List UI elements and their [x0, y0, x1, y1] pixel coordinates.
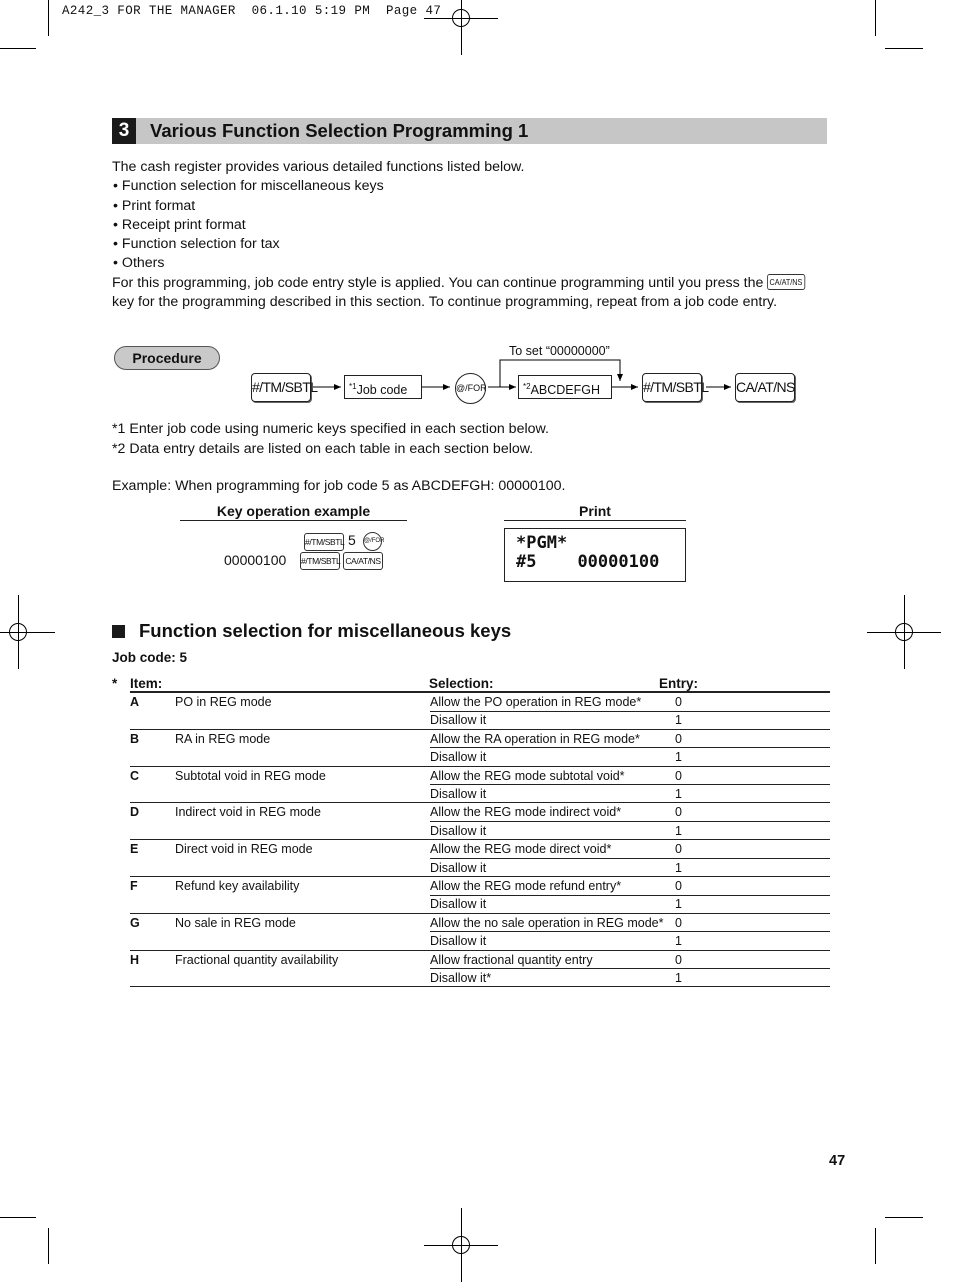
row-rule [130, 913, 830, 914]
tm-sbtl-key: #/TM/SBTL [642, 373, 702, 402]
row-item: Subtotal void in REG mode [175, 768, 326, 783]
row-rule [130, 839, 830, 840]
row-selection: Allow fractional quantity entry [430, 952, 593, 967]
row-selection: Allow the REG mode direct void* [430, 842, 612, 857]
bullet-item: • Function selection for miscellaneous keys [113, 178, 384, 195]
row-selection: Allow the REG mode subtotal void* [430, 768, 625, 783]
intro-paragraph-cont: key for the programming described in this section. To continue programming, repeat from a job code entry. [112, 294, 778, 311]
to-set-label: To set “00000000” [509, 344, 610, 358]
subsection-title: Function selection for miscellaneous keys [139, 620, 512, 641]
job-code-box: $^{*1}$Job code [344, 375, 422, 399]
row-item: Direct void in REG mode [175, 842, 313, 857]
example-text: Example: When programming for job code 5 as ABCDEFGH: 00000100. [112, 478, 566, 494]
key-operation-title: Key operation example [180, 503, 407, 521]
row-item: RA in REG mode [175, 731, 271, 746]
row-entry: 1 [675, 934, 682, 949]
job-code-digit: 5 [348, 532, 356, 548]
row-entry: 0 [675, 768, 682, 783]
row-entry: 1 [675, 750, 682, 765]
ca-at-ns-key: CA/AT/NS [343, 552, 383, 570]
row-selection: Disallow it [430, 787, 487, 801]
row-entry: 0 [675, 842, 682, 857]
at-for-key: @/FOR [363, 532, 382, 551]
row-divider [430, 895, 830, 896]
row-entry: 1 [675, 787, 682, 801]
tm-sbtl-key: #/TM/SBTL [304, 533, 344, 551]
row-letter: F [130, 879, 138, 893]
bullet-item: • Print format [113, 197, 196, 214]
row-selection: Disallow it [430, 897, 487, 912]
row-rule [130, 986, 830, 987]
bullet-item: • Others [113, 255, 165, 272]
row-letter: C [130, 768, 140, 783]
row-selection: Disallow it [430, 860, 487, 875]
intro-lead: The cash register provides various detailed functions listed below. [112, 159, 525, 175]
footnotes [112, 420, 549, 459]
tm-sbtl-key: #/TM/SBTL [300, 552, 340, 570]
row-rule [130, 729, 830, 730]
row-entry: 0 [675, 731, 682, 746]
ca-at-ns-key: CA/AT/NS [735, 373, 795, 402]
procedure-badge: Procedure [114, 346, 220, 370]
row-letter: A [130, 695, 140, 709]
row-item: PO in REG mode [175, 695, 272, 709]
row-item: Indirect void in REG mode [175, 805, 321, 820]
row-letter: B [130, 731, 140, 746]
footnote: *1 Enter job code using numeric keys specified in each section below. [112, 421, 549, 437]
receipt-line-pgm: *PGM* [516, 533, 568, 553]
row-selection: Disallow it [430, 713, 487, 728]
row-entry: 1 [675, 897, 682, 912]
row-selection: Disallow it [430, 823, 487, 838]
table-header-entry: Entry: [659, 676, 699, 691]
row-selection: Allow the PO operation in REG mode* [430, 695, 642, 709]
row-item: Refund key availability [175, 879, 300, 893]
crop-mark [48, 1228, 49, 1264]
row-item: Fractional quantity availability [175, 952, 339, 967]
table-header-star: * [112, 676, 118, 691]
row-divider [430, 858, 830, 859]
row-selection: Disallow it* [430, 971, 492, 985]
row-selection: Disallow it [430, 934, 487, 949]
row-selection: Disallow it [430, 750, 487, 765]
receipt-line-code: #5 00000100 [516, 552, 660, 572]
row-divider [430, 711, 830, 712]
row-divider [430, 747, 830, 748]
row-selection: Allow the REG mode refund entry* [430, 879, 622, 893]
row-selection: Allow the REG mode indirect void* [430, 805, 622, 820]
footnote: *2 Data entry details are listed on each table in each section below. [112, 440, 534, 457]
tm-sbtl-key: #/TM/SBTL [251, 373, 311, 402]
crop-mark [0, 1217, 36, 1218]
entry-value: 00000100 [224, 552, 287, 568]
row-selection: Allow the no sale operation in REG mode* [430, 915, 664, 930]
row-letter: E [130, 842, 139, 857]
row-entry: 0 [675, 805, 682, 820]
row-entry: 0 [675, 915, 682, 930]
row-entry: 0 [675, 879, 682, 893]
crop-mark [885, 1217, 923, 1218]
row-entry: 1 [675, 860, 682, 875]
ca-at-ns-key-icon: CA/AT/NS [767, 274, 805, 290]
row-letter: D [130, 805, 140, 820]
row-divider [430, 821, 830, 822]
page-number: 47 [829, 1153, 846, 1169]
row-rule [130, 950, 830, 951]
data-entry-box: $^{*2}$ABCDEFGH [518, 375, 612, 399]
row-selection: Allow the RA operation in REG mode* [430, 731, 640, 746]
row-letter: G [130, 915, 140, 930]
row-rule [130, 802, 830, 803]
print-title: Print [504, 503, 686, 521]
row-entry: 0 [675, 695, 682, 709]
table-header-selection: Selection: [429, 676, 494, 691]
row-rule [130, 876, 830, 877]
row-letter: H [130, 952, 140, 967]
section-title: Various Function Selection Programming 1 [150, 120, 529, 141]
square-bullet-icon [112, 625, 125, 638]
row-entry: 1 [675, 971, 682, 985]
bullet-item: • Receipt print format [113, 216, 246, 233]
row-entry: 0 [675, 952, 682, 967]
row-divider [430, 968, 830, 969]
at-for-key: @/FOR [455, 373, 486, 404]
row-entry: 1 [675, 823, 682, 838]
table-header-rule [130, 691, 830, 693]
bullet-item: • Function selection for tax [113, 236, 280, 253]
crop-mark [875, 1228, 876, 1264]
row-rule [130, 766, 830, 767]
procedure-flow-arrows [0, 0, 954, 420]
section-number: 3 [112, 118, 136, 144]
row-divider [430, 784, 830, 785]
row-item: No sale in REG mode [175, 915, 296, 930]
table-header-item: Item: [130, 676, 163, 691]
row-divider [430, 931, 830, 932]
print-slug: A242_3 FOR THE MANAGER 06.1.10 5:19 PM Page 47 [62, 4, 442, 18]
intro-paragraph: For this programming, job code entry style is applied. You can continue programming until you press the CA/AT/NS [112, 274, 832, 293]
job-code-label: Job code: 5 [112, 650, 188, 665]
row-entry: 1 [675, 713, 682, 728]
